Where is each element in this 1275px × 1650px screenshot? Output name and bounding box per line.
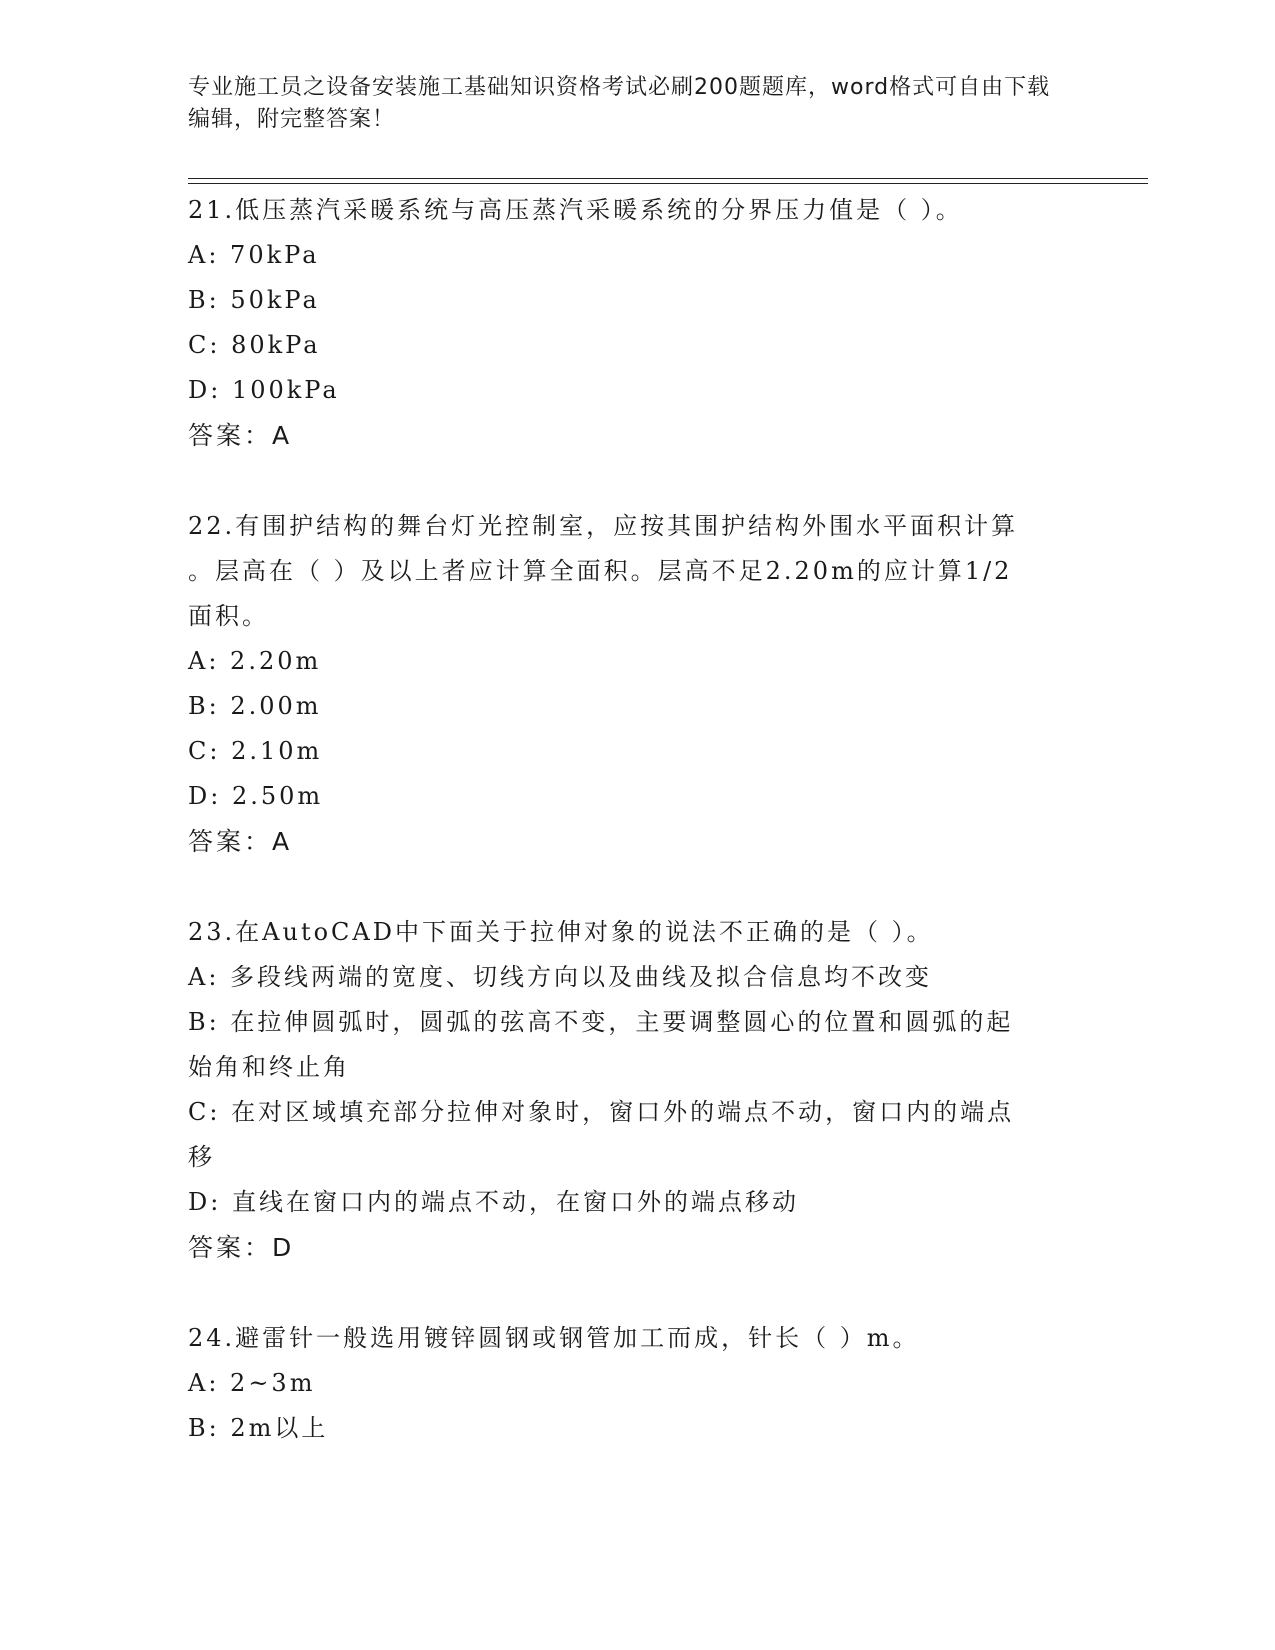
question-stem: 22.有围护结构的舞台灯光控制室，应按其围护结构外围水平面积计算 (188, 512, 1019, 540)
answer-option: D: 直线在窗口内的端点不动，在窗口外的端点移动 (188, 1188, 799, 1216)
answer-option: A: 70kPa (188, 241, 320, 269)
question-block (188, 1316, 1068, 1451)
answer-option: D: 2.50m (188, 782, 324, 810)
answer-option: C: 80kPa (188, 331, 321, 359)
question-block (188, 188, 1068, 458)
question-stem: 面积。 (188, 602, 269, 630)
answer-option: C: 在对区域填充部分拉伸对象时，窗口外的端点不动，窗口内的端点 (188, 1098, 1015, 1126)
question-stem: 。层高在（ ）及以上者应计算全面积。层高不足2.20m的应计算1/2 (188, 557, 1013, 585)
answer-option: B: 50kPa (188, 286, 320, 314)
question-list (188, 188, 1068, 1497)
correct-answer: 答案：A (188, 421, 293, 450)
answer-option: B: 2.00m (188, 692, 322, 720)
header-divider (188, 178, 1148, 179)
question-stem: 24.避雷针一般选用镀锌圆钢或钢管加工而成，针长（ ）m。 (188, 1324, 920, 1352)
answer-option: B: 在拉伸圆弧时，圆弧的弦高不变，主要调整圆心的位置和圆弧的起 (188, 1008, 1014, 1036)
answer-option: D: 100kPa (188, 376, 340, 404)
question-stem: 23.在AutoCAD中下面关于拉伸对象的说法不正确的是（ ）。 (188, 918, 934, 946)
question-stem: 21.低压蒸汽采暖系统与高压蒸汽采暖系统的分界压力值是（ ）。 (188, 196, 963, 224)
answer-option: A: 多段线两端的宽度、切线方向以及曲线及拟合信息均不改变 (188, 963, 933, 991)
header-divider-double (188, 183, 1148, 184)
question-block (188, 504, 1068, 864)
correct-answer: 答案：D (188, 1233, 295, 1262)
answer-option: C: 2.10m (188, 737, 323, 765)
answer-option: A: 2~3m (188, 1369, 316, 1397)
question-block (188, 910, 1068, 1270)
answer-option: B: 2m以上 (188, 1414, 329, 1442)
correct-answer: 答案：A (188, 827, 293, 856)
document-header: 专业施工员之设备安装施工基础知识资格考试必刷200题题库，word格式可自由下载编辑，附完整答案！ (188, 75, 1051, 132)
answer-option: A: 2.20m (188, 647, 322, 675)
answer-option: 始角和终止角 (188, 1053, 350, 1081)
answer-option: 移 (188, 1143, 215, 1171)
